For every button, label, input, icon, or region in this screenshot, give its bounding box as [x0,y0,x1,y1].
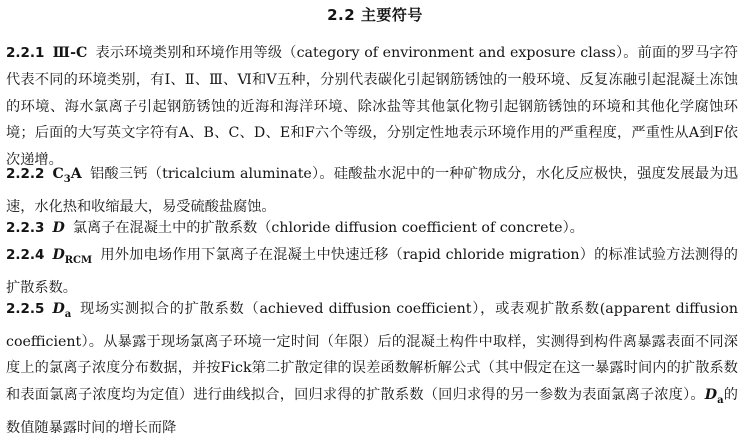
entry-definition-continued: 的数值随暴露时间的增长而降 [6,387,738,436]
entry-symbol: Ⅲ-C [52,45,88,61]
entry-definition: 氯离子在混凝土中的扩散系数（chloride diffusion coefficient of concrete）。 [72,220,584,236]
entry-number: 2.2.3 [6,220,45,236]
symbol-entry-2-2-4 [6,242,738,301]
inline-symbol: $D_a$ [704,387,724,407]
section-heading: 2.2 主要符号 [327,6,423,24]
entry-definition: 铝酸三钙（tricalcium aluminate）。硅酸盐水泥中的一种矿物成分，水化反应极快，强度发展最为迅速，水化热和收缩最大，易受硫酸盐腐蚀。 [6,166,738,215]
entry-number: 2.2.2 [6,166,45,182]
entry-number: 2.2.5 [6,301,45,317]
symbol-entry-2-2-5 [6,296,738,442]
entry-definition: 现场实测拟合的扩散系数（achieved diffusion coefficient），或表观扩散系数(apparent diffusion coefficient）。从暴露于现场氯离子环境一定时间（年限）后的混凝土构件中取样，实测得到构件离暴露表面不同深度上的氯离子浓度分布数据，并按Fick第二扩散定律的误差函数解析解公式（其中假定在这一暴露时间内的扩散系数和表面氯离子浓度均为定值）进行曲线拟合，回归求得的扩散系数（回归求得的另一参数为表面氯离子浓度）。 [6,301,738,404]
entry-definition: 用外加电场作用下氯离子在混凝土中快速迁移（rapid chloride migration）的标准试验方法测得的扩散系数。 [6,247,738,296]
entry-symbol: $C_3A$ [52,166,82,185]
entry-number: 2.2.4 [6,247,45,263]
entry-number: 2.2.1 [6,45,45,61]
entry-symbol: D [52,220,65,236]
entry-symbol: $D_{RCM}$ [52,247,93,266]
entry-symbol: $D_a$ [52,301,72,320]
entry-definition: 表示环境类别和环境作用等级（category of environment and exposure class）。前面的罗马字符代表不同的环境类别，有Ⅰ、Ⅱ、Ⅲ、Ⅵ和Ⅴ五种，分别代表碳化引起钢筋锈蚀的一般环境、反复冻融引起混凝土冻蚀的环境、海水氯离子引起钢筋锈蚀的近海和海洋环境、除冰盐等其他氯化物引起钢筋锈蚀的环境和其他化学腐蚀环境；后面的大写英文字符有A、B、C、D、E和F六个等级，分别定性地表示环境作用的严重程度，严重性从A到F依次递增。 [6,45,738,169]
symbol-entry-2-2-3 [6,215,738,242]
symbol-entry-2-2-2 [6,161,738,220]
symbol-entry-2-2-1 [6,40,738,174]
